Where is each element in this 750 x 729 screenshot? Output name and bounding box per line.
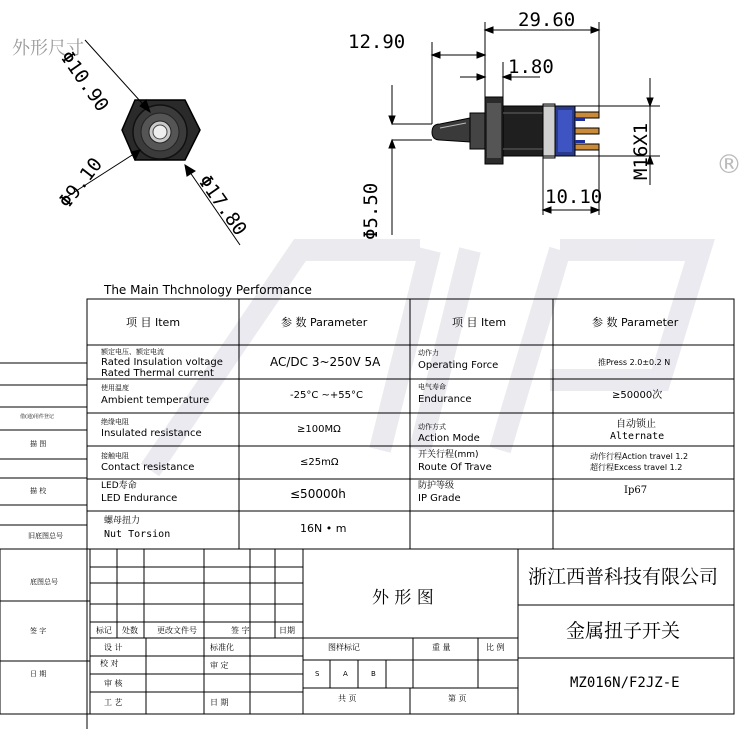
row1-value: -25°C ~+55°C [290,390,363,401]
dim-total-length: 29.60 [518,9,576,31]
row2-item2-cn: 动作方式 [418,423,446,431]
row2-item-en: Insulated resistance [101,428,202,439]
tb-col-doc: 更改文件号 [157,626,197,635]
row1-item-en: Ambient temperature [101,395,210,406]
dim-lever-length: 12.90 [348,31,406,53]
row5-item-en: Nut Torsion [104,529,171,540]
left-old-no: 旧底图总号 [28,532,63,540]
dim-body-length: 10.10 [545,186,603,208]
tb-a: A [343,670,348,678]
dim-thread: M16X1 [630,122,652,180]
row4-item2-cn: 防护等级 [418,481,455,491]
side-view [389,22,660,235]
dim-lever-diameter: Φ5.50 [360,182,382,240]
row1-item2-cn: 电气寿命 [418,383,446,391]
row0-item-en: Rated Insulation voltage [101,357,223,368]
row0-value2: 推Press 2.0±0.2 N [598,358,671,367]
tb-b: B [371,670,376,678]
tb-page: 第 页 [448,694,467,703]
tb-col-count: 处数 [122,626,138,635]
row5-value: 16N • m [300,522,347,535]
tb-s: S [315,670,320,678]
header-item-1: 项 目 Item [126,316,181,329]
tb-mark-label: 图样标记 [328,643,360,652]
header-param-1: 参 数 Parameter [281,316,368,329]
table-title: The Main Thchnology Performance [104,283,312,297]
tb-model: MZ016N/F2JZ-E [570,675,680,691]
row2-item2-en: Action Mode [418,433,480,444]
tb-design: 设 计 [104,643,123,652]
row1-item2-en: Endurance [418,394,472,405]
tb-col-sign: 签 字 [231,626,250,635]
row4-item2-en: IP Grade [418,493,461,504]
tb-review: 审 定 [210,661,229,670]
dim-front-d1: Φ10.90 [55,46,114,116]
tb-col-date: 日期 [279,626,295,635]
header-param-2: 参 数 Parameter [592,316,679,329]
row3-value: ≤25mΩ [300,457,339,468]
row2-value: ≥100MΩ [297,424,341,435]
row1-value2: ≥50000次 [612,390,663,401]
row2-item-cn: 绝缘电阻 [101,418,129,426]
row4-item-en: LED Endurance [101,493,178,504]
row1-item-cn: 使用温度 [101,384,129,392]
row0-item2-cn: 动作力 [418,349,439,357]
left-sign: 签 字 [30,627,47,635]
left-base-no: 底图总号 [30,578,58,586]
row0-value: AC/DC 3~250V 5A [270,355,381,369]
left-date: 日 期 [30,670,47,678]
header-item-2: 项 目 Item [452,316,507,329]
row3-item2-cn: 开关行程(mm) [418,450,479,460]
tb-drawing-name: 外 形 图 [372,588,434,608]
row3-value2: 动作行程Action travel 1.2 [590,452,689,461]
row4-item-cn: LED寿命 [101,481,137,491]
drawing-label: 外形尺寸 [12,38,84,59]
row3-item-en: Contact resistance [101,462,195,473]
tb-standard: 标准化 [210,643,234,652]
left-check: 描 校 [30,487,47,495]
tb-scale: 比 例 [486,643,505,652]
tb-audit: 审 核 [104,679,123,688]
row3-item2-en: Route Of Trave [418,462,492,473]
row0-item2-en: Operating Force [418,360,499,371]
left-note: 借(通)用件登记 [20,414,54,420]
registered-mark: ® [716,150,742,180]
tb-date: 日 期 [210,698,229,707]
tb-total-pages: 共 页 [338,694,357,703]
row0-item-cn: 额定电压、额定电流 [101,348,164,356]
left-draw: 描 图 [30,440,47,448]
tb-company: 浙江西普科技有限公司 [528,566,719,588]
row5-item-cn: 螺母扭力 [104,516,141,526]
tb-col-mark: 标记 [96,626,112,635]
tb-proof: 校 对 [100,659,119,668]
row2-value2: 自动锁止 [616,419,656,430]
dim-front-d3: Φ17.80 [193,170,252,240]
tb-product: 金属扭子开关 [566,620,681,642]
row3-value2b: 超行程Excess travel 1.2 [590,463,683,472]
row0-item-en2: Rated Thermal current [101,368,214,379]
row2-value2b: Alternate [610,431,665,442]
dim-front-d2: Φ9.10 [54,153,107,213]
tb-weight: 重 量 [432,643,451,652]
row4-value: ≤50000h [290,487,346,501]
row3-item-cn: 接触电阻 [101,452,129,460]
row4-value2: Ip67 [624,485,648,496]
dim-flange-thickness: 1.80 [508,56,554,78]
tb-process: 工 艺 [104,698,123,707]
